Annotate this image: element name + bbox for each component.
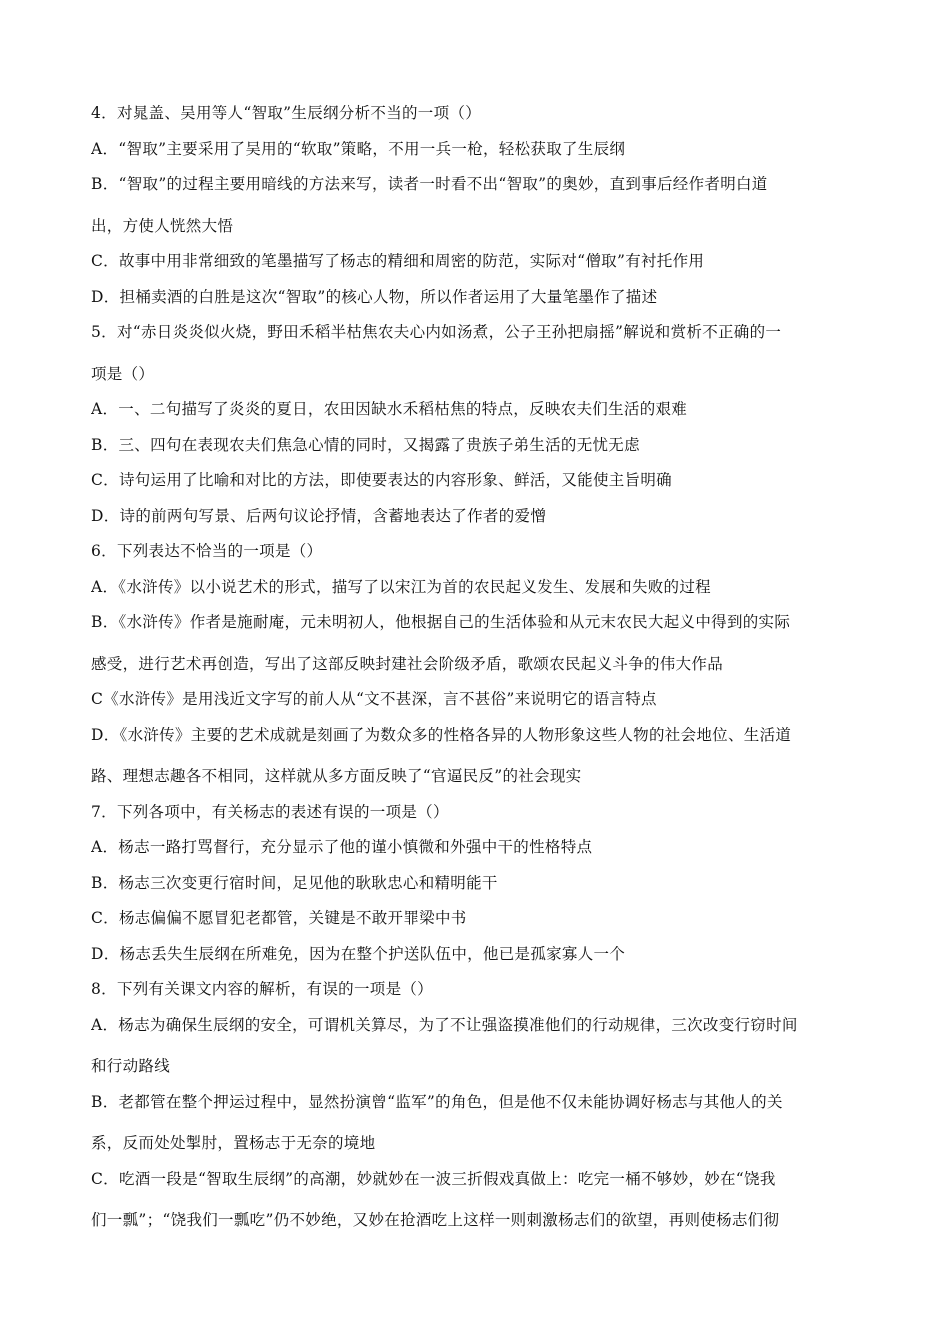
question-7-option-c: C．杨志偏偏不愿冒犯老都管，关键是不敢开罪梁中书	[91, 909, 467, 927]
question-6-option-d: D．《水浒传》主要的艺术成就是刻画了为数众多的性格各异的人物形象这些人物的社会地位、生活道	[91, 725, 792, 744]
question-5-stem: 5．对“赤日炎炎似火烧，野田禾稻半枯焦农夫心内如汤煮，公子王孙把扇摇”解说和赏析不正确的一	[91, 323, 782, 341]
question-7-option-a: A．杨志一路打骂督行，充分显示了他的谨小慎微和外强中干的性格特点	[91, 838, 593, 856]
question-5-stem-continued: 项是（）	[91, 364, 155, 383]
question-6-option-c: C《水浒传》是用浅近文字写的前人从“文不甚深，言不甚俗”来说明它的语言特点	[91, 690, 657, 708]
question-8-option-b: B．老都管在整个押运过程中，显然扮演曾“监军”的角色，但是他不仅未能协调好杨志与其他人的关	[91, 1092, 783, 1111]
question-8-option-b-continued: 系，反而处处掣肘，置杨志于无奈的境地	[91, 1134, 376, 1152]
question-5-option-b: B．三、四句在表现农夫们焦急心情的同时，又揭露了贵族子弟生活的无忧无虑	[91, 435, 640, 454]
question-4-option-c: C．故事中用非常细致的笔墨描写了杨志的精细和周密的防范，实际对“僧取”有衬托作用	[91, 252, 705, 270]
question-8-option-c: C．吃酒一段是“智取生辰纲”的高潮，妙就妙在一波三折假戏真做上：吃完一桶不够妙，妙在“饶我	[91, 1169, 776, 1188]
question-4-option-b-continued: 出，方使人恍然大悟	[91, 216, 234, 235]
question-5-option-c: C．诗句运用了比喻和对比的方法，即使要表达的内容形象、鲜活，又能使主旨明确	[91, 471, 672, 489]
question-7-option-b: B．杨志三次变更行宿时间，足见他的耿耿忠心和精明能干	[91, 873, 498, 892]
question-6-option-a: A．《水浒传》以小说艺术的形式，描写了以宋江为首的农民起义发生、发展和失败的过程	[91, 577, 711, 596]
question-7-option-d: D．杨志丢失生辰纲在所难免，因为在整个护送队伍中，他已是孤家寡人一个	[91, 944, 626, 963]
question-6-option-d-continued: 路、理想志趣各不相同，这样就从多方面反映了“官逼民反”的社会现实	[91, 767, 582, 785]
question-8-option-c-continued: 们一瓢”；“饶我们一瓢吃”仍不妙绝，又妙在抢酒吃上这样一则刺激杨志们的欲望，再则使杨志们彻	[91, 1211, 780, 1229]
question-8-option-a-continued: 和行动路线	[91, 1057, 171, 1075]
question-4-option-d: D．担桶卖酒的白胜是这次“智取”的核心人物，所以作者运用了大量笔墨作了描述	[91, 287, 658, 306]
question-8-option-a: A．杨志为确保生辰纲的安全，可谓机关算尽，为了不让强盗摸准他们的行动规律，三次改变行窃时间	[91, 1015, 798, 1034]
question-7-stem: 7．下列各项中，有关杨志的表述有误的一项是（）	[91, 802, 449, 821]
question-4-option-a: A．“智取”主要采用了吴用的“软取”策略，不用一兵一枪，轻松获取了生辰纲	[91, 139, 626, 158]
question-6-stem: 6．下列表达不恰当的一项是（）	[91, 542, 323, 560]
question-5-option-a: A．一、二句描写了炎炎的夏日，农田因缺水禾稻枯焦的特点，反映农夫们生活的艰难	[91, 400, 688, 418]
question-5-option-d: D．诗的前两句写景、后两句议论抒情，含蓄地表达了作者的爱憎	[91, 506, 547, 525]
question-8-stem: 8．下列有关课文内容的解析，有误的一项是（）	[91, 980, 433, 998]
question-6-option-b: B．《水浒传》作者是施耐庵，元未明初人，他根据自己的生活体验和从元末农民大起义中得到的实际	[91, 613, 791, 631]
question-6-option-b-continued: 感受，进行艺术再创造，写出了这部反映封建社会阶级矛盾，歌颂农民起义斗争的伟大作品	[91, 654, 724, 673]
question-4-option-b: B．“智取”的过程主要用暗线的方法来写，读者一时看不出“智取”的奥妙，直到事后经作者明白道	[91, 175, 768, 193]
question-4-stem: 4．对晁盖、吴用等人“智取”生辰纲分析不当的一项（）	[91, 104, 482, 122]
